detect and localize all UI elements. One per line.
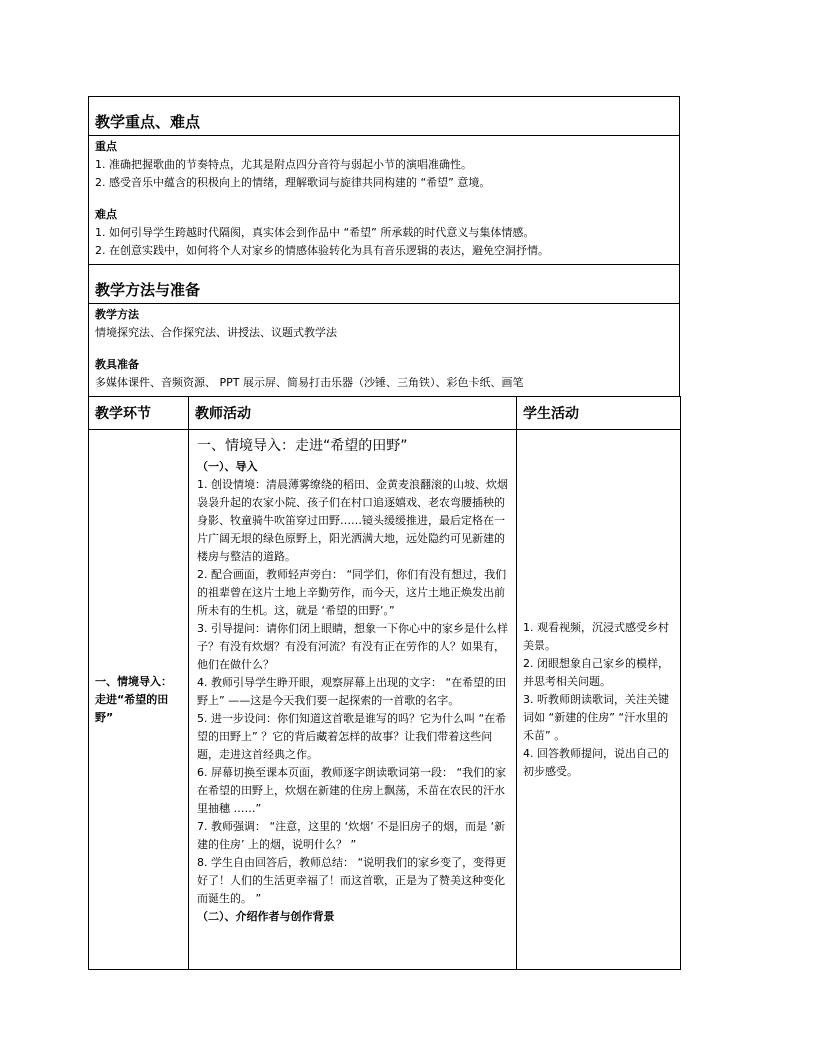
teacher-paragraph: 3. 引导提问：请你们闭上眼睛，想象一下你心中的家乡是什么样子？有没有炊烟？有没有河流？有没有正在劳作的人？如果有，他们在做什么？ xyxy=(197,622,508,671)
difficulty-item: 1. 如何引导学生跨越时代隔阂，真实体会到作品中 “希望” 所承载的时代意义与集体情感。 xyxy=(95,226,535,239)
teacher-paragraph: 4. 教师引导学生睁开眼，观察屏幕上出现的文字： “在希望的田野上” ——这是今天我们要一起探索的一首歌的名字。 xyxy=(197,676,507,707)
header-student: 学生活动 xyxy=(517,397,681,430)
method-label: 教学方法 xyxy=(95,308,139,321)
student-item: 4. 回答教师提问，说出自己的初步感受。 xyxy=(523,746,669,778)
student-item: 1. 观看视频，沉浸式感受乡村美景。 xyxy=(523,620,669,652)
student-activity-cell xyxy=(517,430,681,970)
methods-section xyxy=(88,264,680,396)
student-item: 2. 闭眼想象自己家乡的模样，并思考相关问题。 xyxy=(523,656,669,688)
teacher-heading: 一、情境导入：走进“希望的田野” xyxy=(197,438,408,454)
teacher-paragraph: 7. 教师强调： “注意，这里的 ‘炊烟’ 不是旧房子的烟，而是 ‘新建的住房’ 上的烟，说明什么？ ” xyxy=(197,820,506,851)
stage-cell: 一、情境导入：走进“希望的田野” xyxy=(89,430,189,970)
focus-section xyxy=(88,96,680,264)
teacher-activity-cell xyxy=(189,430,517,970)
prep-label: 教具准备 xyxy=(95,358,139,371)
teacher-subheading: （一）、导入 xyxy=(197,460,258,473)
method-text: 情境探究法、合作探究法、讲授法、议题式教学法 xyxy=(95,326,337,339)
methods-title: 教学方法与准备 xyxy=(89,265,679,304)
table-row xyxy=(89,430,681,970)
key-point-item: 2. 感受音乐中蕴含的积极向上的情绪，理解歌词与旋律共同构建的 “希望” 意境。 xyxy=(95,176,491,189)
teacher-paragraph: 2. 配合画面，教师轻声旁白： “同学们，你们有没有想过，我们的祖辈曾在这片土地上辛勤劳作，而今天，这片土地正焕发出前所未有的生机。这，就是 ‘希望的田野’。” xyxy=(197,568,507,617)
focus-body xyxy=(89,136,679,264)
table-header-row xyxy=(89,397,681,430)
difficulty-item: 2. 在创意实践中，如何将个人对家乡的情感体验转化为具有音乐逻辑的表达，避免空洞抒情。 xyxy=(95,244,549,257)
key-point-item: 1. 准确把握歌曲的节奏特点，尤其是附点四分音符与弱起小节的演唱准确性。 xyxy=(95,158,472,171)
prep-text: 多媒体课件、音频资源、 PPT 展示屏、简易打击乐器（沙锤、三角铁）、彩色卡纸、画笔 xyxy=(95,376,524,389)
difficulty-label: 难点 xyxy=(95,208,117,221)
document-page xyxy=(88,96,680,970)
teacher-paragraph: 8. 学生自由回答后，教师总结： “说明我们的家乡变了，变得更好了！人们的生活更幸福了！而这首歌，正是为了赞美这种变化而诞生的。 ” xyxy=(197,856,507,905)
teacher-paragraph: 1. 创设情境：清晨薄雾缭绕的稻田、金黄麦浪翻滚的山坡、炊烟袅袅升起的农家小院、孩子们在村口追逐嬉戏、老农弯腰插秧的身影、牧童骑牛吹笛穿过田野……镜头缓缓推进，最后定格在一片广阔无垠的绿色原野上，阳光洒满大地，远处隐约可见新建的楼房与整洁的道路。 xyxy=(197,478,508,563)
header-stage: 教学环节 xyxy=(89,397,189,430)
lesson-table xyxy=(88,396,681,970)
focus-title: 教学重点、难点 xyxy=(89,97,679,136)
header-teacher: 教师活动 xyxy=(189,397,517,430)
methods-body xyxy=(89,304,679,396)
teacher-paragraph: 6. 屏幕切换至课本页面，教师逐字朗读歌词第一段： “我们的家在希望的田野上，炊烟在新建的住房上飘荡，禾苗在农民的汗水里抽穗 ……” xyxy=(197,766,507,815)
teacher-paragraph: 5. 进一步设问：你们知道这首歌是谁写的吗？它为什么叫 “在希望的田野上” ？它的背后藏着怎样的故事？让我们带着这些问题，走进这首经典之作。 xyxy=(197,712,507,761)
student-item: 3. 听教师朗读歌词，关注关键词如 “新建的住房” “汗水里的禾苗” 。 xyxy=(523,692,669,742)
teacher-subheading: （二）、介绍作者与创作背景 xyxy=(197,910,335,923)
key-points-label: 重点 xyxy=(95,140,117,153)
